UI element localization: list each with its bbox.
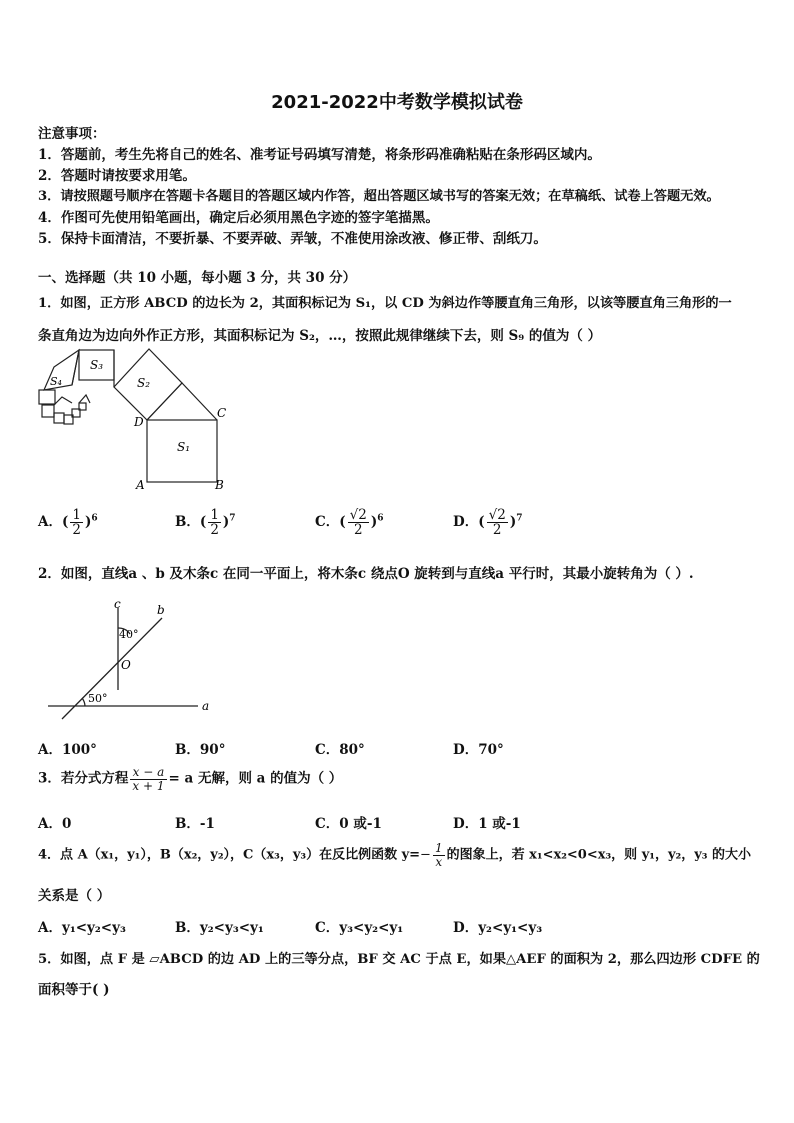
q1-text-line1: 1．如图，正方形 ABCD 的边长为 2，其面积标记为 S₁，以 CD 为斜边作等腰直角三角形，以该等腰直角三角形的一 xyxy=(38,296,732,311)
q5-text-line2: 面积等于( ) xyxy=(38,982,110,998)
q1-option-b[interactable]: B．( $\frac{1}{2}$ )$^7$ xyxy=(175,507,236,539)
q1-figure xyxy=(34,345,234,495)
notice-item-5: 5．保持卡面清洁，不要折暴、不要弄破、弄皱，不准使用涂改液、修正带、刮纸刀。 xyxy=(38,231,547,247)
q4-text-line2: 关系是（ ） xyxy=(38,888,111,904)
notice-item-2: 2．答题时请按要求用笔。 xyxy=(38,168,196,184)
label-a: A xyxy=(136,478,145,492)
notice-item-1: 1．答题前，考生先将自己的姓名、准考证号码填写清楚，将条形码准确粘贴在条形码区域内。 xyxy=(38,147,601,163)
notice-item-4: 4．作图可先使用铅笔画出，确定后必须用黑色字迹的签字笔描黑。 xyxy=(38,210,439,226)
q3-text: 3．若分式方程 $\frac{x - a}{x + 1}$ = a 无解，则 a 的值为（ ） xyxy=(38,765,343,793)
q4-text-line1: 4．点 A（x₁，y₁），B（x₂，y₂），C（x₃，y₃）在反比例函数 y=− $\frac{1}{x}$ 的图象上，若 x₁<x₂<0<x₃，则 y₁，y₂，y₃ 的大小 xyxy=(38,841,751,869)
label-s2: S₂ xyxy=(137,376,151,390)
q4-option-d[interactable]: D．y₂<y₁<y₃ xyxy=(453,920,543,936)
q1-option-d[interactable]: D．( $\frac{√2}{2}$ )$^7$ xyxy=(453,507,523,539)
label-d: D xyxy=(134,415,144,429)
q4-option-b[interactable]: B．y₂<y₃<y₁ xyxy=(175,920,264,936)
q1-option-c[interactable]: C．( $\frac{√2}{2}$ )$^6$ xyxy=(315,507,384,539)
q1-text-line2: 条直角边为边向外作正方形，其面积标记为 S₂，…，按照此规律继续下去，则 S₉ 的值为（ ） xyxy=(38,328,602,344)
q3-option-c[interactable]: C．0 或-1 xyxy=(315,816,382,832)
notice-item-3: 3．请按照题号顺序在答题卡各题目的答题区域内作答，超出答题区域书写的答案无效；在草稿纸、试卷上答题无效。 xyxy=(38,189,720,204)
q4-option-c[interactable]: C．y₃<y₂<y₁ xyxy=(315,920,404,936)
label-s1: S₁ xyxy=(177,440,191,454)
label-s3: S₃ xyxy=(90,358,104,372)
label-o: O xyxy=(121,658,131,672)
q2-option-d[interactable]: D．70° xyxy=(453,742,504,758)
q2-text: 2．如图，直线a 、b 及木条c 在同一平面上，将木条c 绕点O 旋转到与直线a 平行时，其最小旋转角为（ ）. xyxy=(38,566,694,582)
q2-option-a[interactable]: A．100° xyxy=(38,742,97,758)
label-b: B xyxy=(215,478,224,492)
page-title: 2021-2022中考数学模拟试卷 xyxy=(271,92,523,113)
q3-option-b[interactable]: B．-1 xyxy=(175,816,215,832)
label-angle-40: 40° xyxy=(119,628,139,641)
notice-heading: 注意事项： xyxy=(38,126,106,142)
q1-option-a[interactable]: A．( $\frac{1}{2}$ )$^6$ xyxy=(38,507,98,539)
q4-option-a[interactable]: A．y₁<y₂<y₃ xyxy=(38,920,126,936)
q5-text-line1: 5．如图，点 F 是 ▱ABCD 的边 AD 上的三等分点，BF 交 AC 于点 E，如果△AEF 的面积为 2，那么四边形 CDFE 的 xyxy=(38,952,760,967)
label-c-line: c xyxy=(114,598,121,611)
q3-option-a[interactable]: A．0 xyxy=(38,816,72,832)
label-a-line: a xyxy=(202,699,210,713)
q2-option-b[interactable]: B．90° xyxy=(175,742,226,758)
q2-figure xyxy=(40,598,230,723)
label-s4: S₄ xyxy=(50,375,62,388)
label-angle-50: 50° xyxy=(88,692,108,705)
label-b-line: b xyxy=(157,603,165,617)
label-c: C xyxy=(217,406,227,420)
q2-option-c[interactable]: C．80° xyxy=(315,742,365,758)
section-heading: 一、选择题（共 10 小题，每小题 3 分，共 30 分） xyxy=(38,270,357,286)
q3-option-d[interactable]: D．1 或-1 xyxy=(453,816,521,832)
